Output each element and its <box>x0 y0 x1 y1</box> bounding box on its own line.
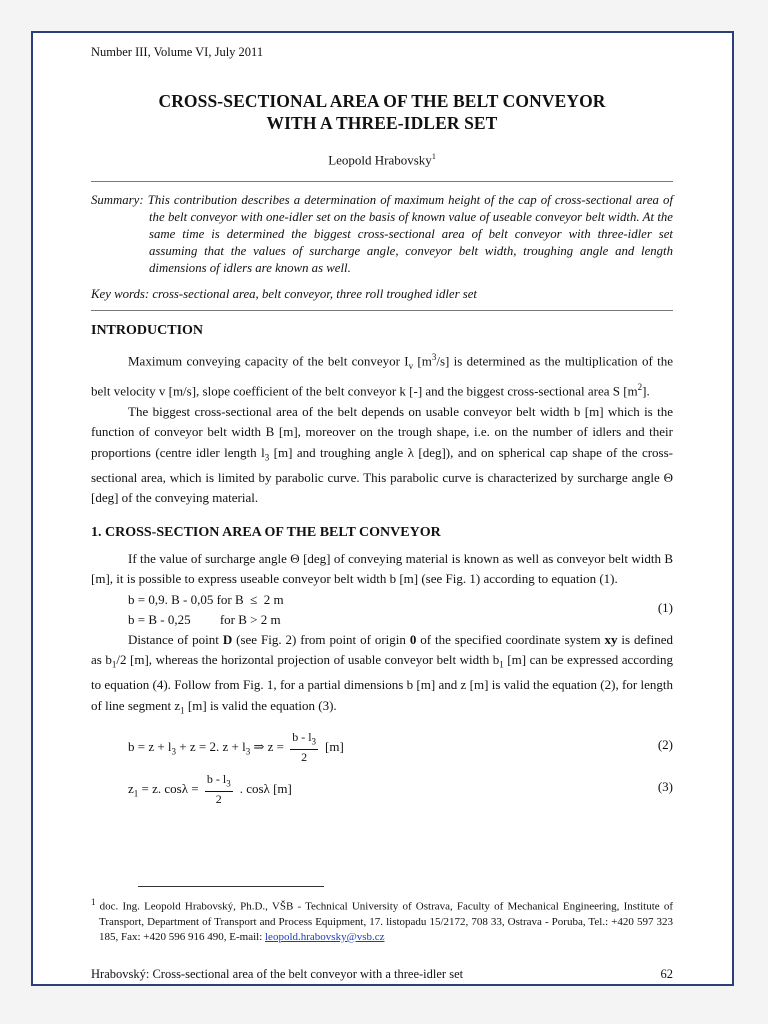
equation-2-fraction: $\frac{b - l_3}{2}$ <box>292 730 317 764</box>
page-number: 62 <box>660 967 673 981</box>
equation-1-number: (1) <box>657 599 673 615</box>
title-line-2: WITH A THREE-IDLER SET <box>266 113 498 133</box>
summary-text: This contribution describes a determination of maximum height of the cap of cross-sectional area of the belt conveyor with one-idler set on the basis of known value of useable conveyor belt width. At the same time is determined the biggest cross-sectional area of belt conveyor with three-idler set assuming that the values of surcharge angle, conveyor belt width, troughing angle and length dimensions of idlers are known as well. <box>147 193 674 276</box>
summary <box>91 192 673 277</box>
author-footnote-mark: 1 <box>431 152 436 161</box>
equation-3-number: (3) <box>657 778 673 794</box>
summary-top-rule <box>91 181 673 182</box>
intro-paragraph-2: The biggest cross-sectional area of the belt depends on usable conveyor belt width b [m] which is the function of conveyor belt width B [m], moreover on the trough shape, i.e. on the number of idlers and their proportions (centre idler length $l_3$ [m] and troughing angle λ [deg]), and on spherical cap shape of the cross-sectional area, which is limited by parabolic curve. This parabolic curve is characterized by surcharge angle Θ [deg] of the conveying material. <box>91 403 673 506</box>
equation-2: $b = z + l_3 + z = 2$. $z + l_3$ ⇒ z = $\frac{b - l_3}{2}$ [m] (2) <box>128 730 673 764</box>
summary-label: Summary: <box>91 193 144 208</box>
author-email-link[interactable]: leopold.hrabovsky@vsb.cz <box>265 930 385 943</box>
page-content <box>91 45 673 809</box>
equation-1-line-2: b = B - 0,25 for B > 2 m <box>128 611 281 627</box>
author-name: Leopold Hrabovsky <box>328 152 432 168</box>
equation-2-number: (2) <box>657 736 673 752</box>
footnote-mark: 1 <box>91 897 96 907</box>
keywords: Key words: cross-sectional area, belt conveyor, three roll troughed idler set <box>91 287 477 302</box>
footnote-rule <box>138 886 324 887</box>
paper-title <box>91 90 673 134</box>
author <box>91 152 673 168</box>
intro-paragraph-1: Maximum conveying capacity of the belt conveyor $I_v$ $[m^3/s]$ is determined as the multiplication of the belt velocity v [m/s], slope coefficient of the belt conveyor k [-] and the biggest cross-sectional area S $[m^2]$. <box>91 352 673 399</box>
footnote <box>91 895 673 945</box>
equation-3-fraction: $\frac{b - l_3}{2}$ <box>206 772 231 806</box>
title-line-1: CROSS-SECTIONAL AREA OF THE BELT CONVEYOR <box>158 91 606 111</box>
footnote-text: doc. Ing. Leopold Hrabovský, Ph.D., VŠB - Technical University of Ostrava, Faculty of Mechanical Engineering, Institute of Transport, Department of Transport and Process Equipment, 17. listopadu 15/2172, 708 33, Ostrava - Poruba, Tel.: +420 597 323 185, Fax: +420 596 916 490, E-mail: <box>95 900 673 943</box>
summary-bottom-rule <box>91 310 673 311</box>
footer-running-title: Hrabovský: Cross-sectional area of the belt conveyor with a three-idler set <box>91 967 464 981</box>
section-1-paragraph-2: Distance of point D (see Fig. 2) from point of origin 0 of the specified coordinate system xy is defined as $b_1/2$ [m], whereas the horizontal projection of usable conveyor belt width $b_1$ [m] can be expressed according to equation (4). Follow from Fig. 1, for a partial dimensions b [m] and z [m] is valid the equation (2), for length of line segment $z_1$ [m] is valid the equation (3). <box>91 631 673 716</box>
equation-1 <box>128 590 673 630</box>
section-1-paragraph-1: If the value of surcharge angle Θ [deg] of conveying material is known as well as conveyor belt width B [m], it is possible to express useable conveyor belt width b [m] (see Fig. 1) according to equation (1). <box>91 550 673 587</box>
introduction-heading: INTRODUCTION <box>91 323 204 339</box>
paper-page <box>31 31 734 986</box>
page-footer <box>91 967 673 982</box>
equation-3: $z_1 = z$. cosλ = $\frac{b - l_3}{2}$ . cosλ [m] (3) <box>128 772 673 806</box>
section-1-heading: 1. CROSS-SECTION AREA OF THE BELT CONVEYOR <box>91 524 441 540</box>
equation-1-line-1: b = 0,9. B - 0,05 for B ≤ 2 m <box>128 591 284 607</box>
issue-header: Number III, Volume VI, July 2011 <box>91 45 264 59</box>
